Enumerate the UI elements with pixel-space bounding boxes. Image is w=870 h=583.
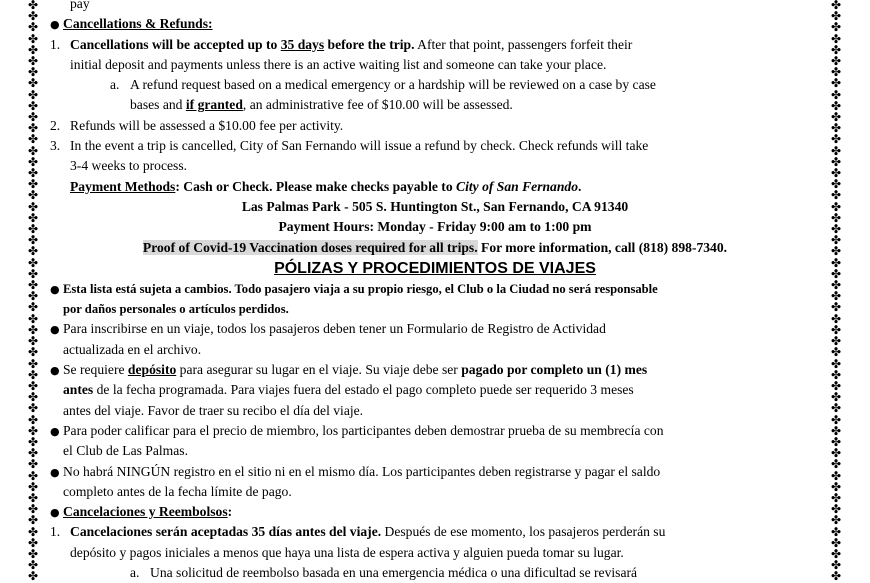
payment-methods-line: Payment Methods: Cash or Check. Please make checks payable to City of San Fernando. <box>70 178 582 194</box>
border-ornament-icon: ✤ <box>830 401 842 416</box>
border-ornament-icon: ✤ <box>830 0 842 12</box>
border-ornament-icon: ✤ <box>830 222 842 237</box>
border-ornament-icon: ✤ <box>830 278 842 293</box>
border-ornament-icon: ✤ <box>27 434 39 449</box>
border-ornament-icon: ✤ <box>27 87 39 102</box>
border-ornament-icon: ✤ <box>27 502 39 517</box>
es-item-1-line-2: depósito y pagos iniciales a menos que haya una lista de espera activa y alguien pueda tomar su lugar. <box>70 544 624 560</box>
item-1-line-1: 1. Cancellations will be accepted up to 35 days before the trip. After that point, passengers forfeit their <box>50 36 633 52</box>
item-3-line-1: 3. In the event a trip is cancelled, City of San Fernando will issue a refund by check. Check refunds will take <box>50 138 649 154</box>
payment-hours-line: Payment Hours: Monday - Friday 9:00 am to 1:00 pm <box>278 219 592 235</box>
border-ornament-icon: ✤ <box>27 412 39 427</box>
bullet-icon: ● <box>50 424 60 438</box>
border-ornament-icon: ✤ <box>27 42 39 57</box>
border-ornament-icon: ✤ <box>830 199 842 214</box>
border-ornament-icon: ✤ <box>27 244 39 259</box>
bullet-icon: ● <box>50 465 60 479</box>
border-ornament-icon: ✤ <box>830 177 842 192</box>
document-page <box>50 0 820 583</box>
border-ornament-icon: ✤ <box>27 177 39 192</box>
item-1-line-2: initial deposit and payments unless there is an active waiting list and someone can take your place. <box>70 56 607 72</box>
border-ornament-icon: ✤ <box>830 546 842 561</box>
border-ornament-icon: ✤ <box>830 87 842 102</box>
es-bullet-4-line-2: el Club de Las Palmas. <box>63 443 188 459</box>
border-ornament-icon: ✤ <box>830 188 842 203</box>
covid-notice: Proof of Covid-19 Vaccination doses required for all trips. For more information, call (818) 898-7340. <box>142 239 728 255</box>
border-ornament-icon: ✤ <box>830 121 842 136</box>
border-ornament-icon: ✤ <box>830 468 842 483</box>
border-ornament-icon: ✤ <box>830 110 842 125</box>
border-ornament-icon: ✤ <box>27 457 39 472</box>
border-ornament-icon: ✤ <box>27 266 39 281</box>
es-bullet-3-line-2: antes de la fecha programada. Para viajes fuera del estado el pago completo puede ser requerido 3 meses <box>63 382 634 398</box>
es-bullet-5-line-1: ● No habrá NINGÚN registro en el sitio ni en el mismo día. Los participantes deben registrarse y pagar el saldo <box>50 462 820 482</box>
item-3-line-2: 3-4 weeks to process. <box>70 158 188 174</box>
border-ornament-icon: ✤ <box>830 558 842 573</box>
item-1a-line-2: bases and if granted, an administrative fee of $10.00 will be assessed. <box>130 97 513 113</box>
item-1a-line-1: a. A refund request based on a medical emergency or a hardship will be reviewed on a case by case <box>110 77 656 93</box>
border-ornament-icon: ✤ <box>830 390 842 405</box>
right-decorative-border <box>825 0 847 583</box>
border-ornament-icon: ✤ <box>27 199 39 214</box>
item-2: 2. Refunds will be assessed a $10.00 fee per activity. <box>50 117 344 133</box>
es-bullet-4-line-1: ● Para poder calificar para el precio de miembro, los participantes deben demostrar prueba de su membrecía con <box>50 421 820 441</box>
bullet-icon: ● <box>50 282 60 296</box>
border-ornament-icon: ✤ <box>830 289 842 304</box>
border-ornament-icon: ✤ <box>830 166 842 181</box>
border-ornament-icon: ✤ <box>830 98 842 113</box>
border-ornament-icon: ✤ <box>830 367 842 382</box>
border-ornament-icon: ✤ <box>830 76 842 91</box>
border-ornament-icon: ✤ <box>830 266 842 281</box>
left-decorative-border <box>22 0 44 583</box>
bullet-icon: ● <box>50 364 60 378</box>
bullet-icon: ● <box>50 18 60 32</box>
border-ornament-icon: ✤ <box>830 9 842 24</box>
border-ornament-icon: ✤ <box>830 423 842 438</box>
cancellations-heading: ● Cancellations & Refunds: <box>50 14 820 34</box>
border-ornament-icon: ✤ <box>27 110 39 125</box>
es-bullet-3-line-1: ● Se requiere depósito para asegurar su lugar en el viaje. Su viaje debe ser pagado por completo un (1) mes <box>50 360 820 380</box>
border-ornament-icon: ✤ <box>830 244 842 259</box>
border-ornament-icon: ✤ <box>830 143 842 158</box>
border-ornament-icon: ✤ <box>27 524 39 539</box>
border-ornament-icon: ✤ <box>830 300 842 315</box>
border-ornament-icon: ✤ <box>27 54 39 69</box>
border-ornament-icon: ✤ <box>830 502 842 517</box>
border-ornament-icon: ✤ <box>830 446 842 461</box>
border-ornament-icon: ✤ <box>27 300 39 315</box>
border-ornament-icon: ✤ <box>27 188 39 203</box>
es-bullet-1-line-2: por daños personales o artículos perdidos. <box>63 302 289 317</box>
border-ornament-icon: ✤ <box>830 65 842 80</box>
es-bullet-1-line-1: ● Esta lista está sujeta a cambios. Todo pasajero viaja a su propio riesgo, el Club o la Ciudad no será responsable <box>50 279 820 299</box>
border-ornament-icon: ✤ <box>27 468 39 483</box>
border-ornament-icon: ✤ <box>830 513 842 528</box>
border-ornament-icon: ✤ <box>27 9 39 24</box>
border-ornament-icon: ✤ <box>830 54 842 69</box>
border-ornament-icon: ✤ <box>27 569 39 583</box>
border-ornament-icon: ✤ <box>830 42 842 57</box>
address-line: Las Palmas Park - 505 S. Huntington St., San Fernando, CA 91340 <box>241 198 629 214</box>
border-ornament-icon: ✤ <box>830 20 842 35</box>
border-ornament-icon: ✤ <box>830 233 842 248</box>
border-ornament-icon: ✤ <box>27 546 39 561</box>
border-ornament-icon: ✤ <box>27 378 39 393</box>
border-ornament-icon: ✤ <box>27 311 39 326</box>
es-item-1a-line-1: a. Una solicitud de reembolso basada en una emergencia médica o una dificultad se revisará <box>130 565 638 581</box>
es-bullet-2-line-2: actualizada en el archivo. <box>63 341 202 357</box>
border-ornament-icon: ✤ <box>27 98 39 113</box>
border-ornament-icon: ✤ <box>27 390 39 405</box>
border-ornament-icon: ✤ <box>27 222 39 237</box>
border-ornament-icon: ✤ <box>830 434 842 449</box>
border-ornament-icon: ✤ <box>27 65 39 80</box>
bullet-icon: ● <box>50 323 60 337</box>
border-ornament-icon: ✤ <box>27 154 39 169</box>
border-ornament-icon: ✤ <box>27 121 39 136</box>
border-ornament-icon: ✤ <box>27 446 39 461</box>
border-ornament-icon: ✤ <box>27 76 39 91</box>
border-ornament-icon: ✤ <box>27 367 39 382</box>
border-ornament-icon: ✤ <box>830 490 842 505</box>
border-ornament-icon: ✤ <box>830 132 842 147</box>
border-ornament-icon: ✤ <box>830 535 842 550</box>
border-ornament-icon: ✤ <box>830 356 842 371</box>
border-ornament-icon: ✤ <box>27 423 39 438</box>
es-bullet-5-line-2: completo antes de la fecha límite de pago. <box>63 483 292 499</box>
border-ornament-icon: ✤ <box>830 412 842 427</box>
border-ornament-icon: ✤ <box>27 356 39 371</box>
bullet-icon: ● <box>50 506 60 520</box>
border-ornament-icon: ✤ <box>27 322 39 337</box>
border-ornament-icon: ✤ <box>27 334 39 349</box>
border-ornament-icon: ✤ <box>27 479 39 494</box>
border-ornament-icon: ✤ <box>830 524 842 539</box>
border-ornament-icon: ✤ <box>830 255 842 270</box>
es-cancellations-heading: ● Cancelaciones y Reembolsos: <box>50 502 820 522</box>
border-ornament-icon: ✤ <box>830 345 842 360</box>
border-ornament-icon: ✤ <box>830 210 842 225</box>
border-ornament-icon: ✤ <box>27 132 39 147</box>
border-ornament-icon: ✤ <box>830 154 842 169</box>
border-ornament-icon: ✤ <box>830 322 842 337</box>
border-ornament-icon: ✤ <box>830 378 842 393</box>
spanish-policies-title: PÓLIZAS Y PROCEDIMIENTOS DE VIAJES <box>274 259 596 277</box>
border-ornament-icon: ✤ <box>27 255 39 270</box>
es-item-1-line-1: 1. Cancelaciones serán aceptadas 35 días antes del viaje. Después de ese momento, los pasajeros perderán su <box>50 524 666 540</box>
es-bullet-3-line-3: antes del viaje. Favor de traer su recibo el día del viaje. <box>63 402 364 418</box>
border-ornament-icon: ✤ <box>27 31 39 46</box>
border-ornament-icon: ✤ <box>27 20 39 35</box>
border-ornament-icon: ✤ <box>830 311 842 326</box>
border-ornament-icon: ✤ <box>830 457 842 472</box>
border-ornament-icon: ✤ <box>27 166 39 181</box>
es-bullet-2-line-1: ● Para inscribirse en un viaje, todos los pasajeros deben tener un Formulario de Registro de Actividad <box>50 319 820 339</box>
top-fragment-line: pay <box>70 0 90 11</box>
border-ornament-icon: ✤ <box>830 334 842 349</box>
border-ornament-icon: ✤ <box>27 401 39 416</box>
border-ornament-icon: ✤ <box>27 143 39 158</box>
border-ornament-icon: ✤ <box>27 233 39 248</box>
border-ornament-icon: ✤ <box>27 345 39 360</box>
border-ornament-icon: ✤ <box>27 513 39 528</box>
border-ornament-icon: ✤ <box>27 535 39 550</box>
border-ornament-icon: ✤ <box>27 289 39 304</box>
border-ornament-icon: ✤ <box>27 0 39 12</box>
border-ornament-icon: ✤ <box>830 569 842 583</box>
border-ornament-icon: ✤ <box>830 31 842 46</box>
border-ornament-icon: ✤ <box>27 558 39 573</box>
border-ornament-icon: ✤ <box>27 210 39 225</box>
border-ornament-icon: ✤ <box>27 278 39 293</box>
border-ornament-icon: ✤ <box>27 490 39 505</box>
border-ornament-icon: ✤ <box>830 479 842 494</box>
